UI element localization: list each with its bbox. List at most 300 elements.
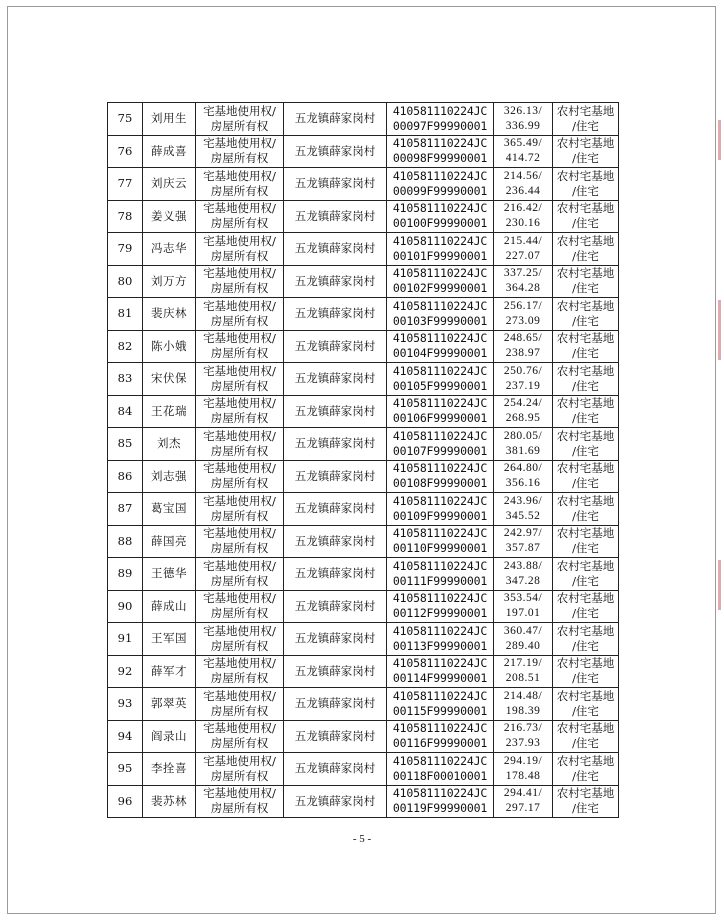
right-type-cell bbox=[196, 265, 284, 298]
row-number-cell: 78 bbox=[108, 200, 143, 233]
owner-name-cell: 李拴喜 bbox=[143, 753, 196, 786]
right-type-cell-line: 宅基地使用权/ bbox=[203, 721, 276, 736]
unit-code-cell-line: 00113F99990001 bbox=[392, 638, 488, 653]
location-cell: 五龙镇薛家岗村 bbox=[284, 753, 387, 786]
location-cell: 五龙镇薛家岗村 bbox=[284, 103, 387, 136]
right-type-cell-line: 宅基地使用权/ bbox=[203, 201, 276, 216]
right-type-cell-line: 宅基地使用权/ bbox=[203, 656, 276, 671]
right-type-cell-line: 宅基地使用权/ bbox=[203, 363, 276, 378]
land-use-cell-line: 农村宅基地 bbox=[556, 493, 615, 508]
area-cell-line: 360.47/ bbox=[503, 624, 543, 637]
right-type-cell bbox=[196, 298, 284, 331]
area-cell-line: 264.80/ bbox=[503, 462, 543, 475]
table-row bbox=[108, 103, 619, 136]
owner-name-cell: 姜义强 bbox=[143, 200, 196, 233]
unit-code-cell-line: 410581110224JC bbox=[392, 363, 488, 378]
land-use-cell-line: /住宅 bbox=[572, 638, 599, 653]
table-row bbox=[108, 655, 619, 688]
land-use-cell bbox=[553, 233, 619, 266]
area-cell bbox=[494, 103, 553, 136]
right-type-cell-line: 宅基地使用权/ bbox=[203, 558, 276, 573]
table-row bbox=[108, 395, 619, 428]
land-use-cell bbox=[553, 330, 619, 363]
land-use-cell-line: /住宅 bbox=[572, 281, 599, 296]
area-cell-line: 273.09 bbox=[505, 314, 541, 327]
area-cell-line: 280.05/ bbox=[503, 429, 543, 442]
unit-code-cell-line: 410581110224JC bbox=[392, 233, 488, 248]
unit-code-cell-line: 00118F00010001 bbox=[392, 768, 488, 783]
location-cell: 五龙镇薛家岗村 bbox=[284, 363, 387, 396]
right-type-cell-line: 房屋所有权 bbox=[210, 703, 269, 718]
land-use-cell-line: /住宅 bbox=[572, 183, 599, 198]
land-use-cell-line: 农村宅基地 bbox=[556, 461, 615, 476]
land-use-cell bbox=[553, 168, 619, 201]
scan-edge-mark bbox=[718, 560, 721, 610]
land-use-cell bbox=[553, 200, 619, 233]
right-type-cell-line: 宅基地使用权/ bbox=[203, 331, 276, 346]
land-use-cell-line: /住宅 bbox=[572, 768, 599, 783]
right-type-cell-line: 房屋所有权 bbox=[210, 476, 269, 491]
row-number-cell: 91 bbox=[108, 623, 143, 656]
land-use-cell-line: /住宅 bbox=[572, 118, 599, 133]
right-type-cell-line: 宅基地使用权/ bbox=[203, 753, 276, 768]
land-use-cell-line: 农村宅基地 bbox=[556, 688, 615, 703]
area-cell bbox=[494, 135, 553, 168]
unit-code-cell-line: 410581110224JC bbox=[392, 753, 488, 768]
row-number-cell: 76 bbox=[108, 135, 143, 168]
land-use-cell-line: 农村宅基地 bbox=[556, 136, 615, 151]
area-cell-line: 268.95 bbox=[505, 412, 541, 425]
right-type-cell-line: 宅基地使用权/ bbox=[203, 526, 276, 541]
right-type-cell bbox=[196, 493, 284, 526]
land-use-cell-line: /住宅 bbox=[572, 606, 599, 621]
right-type-cell bbox=[196, 330, 284, 363]
area-cell bbox=[494, 623, 553, 656]
owner-name-cell: 裴苏林 bbox=[143, 785, 196, 818]
row-number-cell: 92 bbox=[108, 655, 143, 688]
unit-code-cell-line: 00097F99990001 bbox=[392, 118, 488, 133]
unit-code-cell-line: 00103F99990001 bbox=[392, 313, 488, 328]
unit-code-cell bbox=[387, 298, 494, 331]
right-type-cell-line: 房屋所有权 bbox=[210, 281, 269, 296]
area-cell-line: 336.99 bbox=[505, 119, 541, 132]
row-number-cell: 81 bbox=[108, 298, 143, 331]
unit-code-cell-line: 00106F99990001 bbox=[392, 411, 488, 426]
area-cell-line: 242.97/ bbox=[503, 527, 543, 540]
unit-code-cell-line: 00110F99990001 bbox=[392, 541, 488, 556]
unit-code-cell-line: 410581110224JC bbox=[392, 623, 488, 638]
right-type-cell bbox=[196, 200, 284, 233]
owner-name-cell: 宋伏保 bbox=[143, 363, 196, 396]
area-cell-line: 236.44 bbox=[505, 184, 541, 197]
land-use-cell bbox=[553, 753, 619, 786]
land-use-cell-line: /住宅 bbox=[572, 346, 599, 361]
table-row bbox=[108, 785, 619, 818]
right-type-cell-line: 房屋所有权 bbox=[210, 443, 269, 458]
land-use-cell-line: 农村宅基地 bbox=[556, 526, 615, 541]
right-type-cell bbox=[196, 785, 284, 818]
land-use-cell bbox=[553, 265, 619, 298]
area-cell-line: 237.93 bbox=[505, 737, 541, 750]
land-use-cell-line: /住宅 bbox=[572, 216, 599, 231]
property-rights-table bbox=[107, 102, 619, 818]
land-use-cell-line: 农村宅基地 bbox=[556, 591, 615, 606]
unit-code-cell bbox=[387, 363, 494, 396]
land-use-cell bbox=[553, 493, 619, 526]
unit-code-cell-line: 00114F99990001 bbox=[392, 671, 488, 686]
area-cell-line: 238.97 bbox=[505, 347, 541, 360]
area-cell-line: 345.52 bbox=[505, 509, 541, 522]
area-cell bbox=[494, 688, 553, 721]
land-use-cell bbox=[553, 460, 619, 493]
owner-name-cell: 王德华 bbox=[143, 558, 196, 591]
area-cell bbox=[494, 233, 553, 266]
owner-name-cell: 刘志强 bbox=[143, 460, 196, 493]
right-type-cell bbox=[196, 525, 284, 558]
right-type-cell-line: 房屋所有权 bbox=[210, 606, 269, 621]
unit-code-cell bbox=[387, 623, 494, 656]
row-number-cell: 87 bbox=[108, 493, 143, 526]
row-number-cell: 96 bbox=[108, 785, 143, 818]
land-use-cell-line: /住宅 bbox=[572, 476, 599, 491]
land-use-cell-line: /住宅 bbox=[572, 573, 599, 588]
right-type-cell-line: 宅基地使用权/ bbox=[203, 298, 276, 313]
owner-name-cell: 刘用生 bbox=[143, 103, 196, 136]
right-type-cell-line: 房屋所有权 bbox=[210, 248, 269, 263]
right-type-cell bbox=[196, 688, 284, 721]
row-number-cell: 83 bbox=[108, 363, 143, 396]
location-cell: 五龙镇薛家岗村 bbox=[284, 135, 387, 168]
unit-code-cell bbox=[387, 330, 494, 363]
right-type-cell-line: 宅基地使用权/ bbox=[203, 688, 276, 703]
land-use-cell bbox=[553, 298, 619, 331]
unit-code-cell bbox=[387, 590, 494, 623]
land-use-cell bbox=[553, 428, 619, 461]
unit-code-cell bbox=[387, 655, 494, 688]
table-row bbox=[108, 135, 619, 168]
area-cell-line: 337.25/ bbox=[503, 267, 543, 280]
owner-name-cell: 刘杰 bbox=[143, 428, 196, 461]
land-use-cell-line: 农村宅基地 bbox=[556, 753, 615, 768]
unit-code-cell-line: 410581110224JC bbox=[392, 688, 488, 703]
area-cell-line: 178.48 bbox=[505, 769, 541, 782]
unit-code-cell bbox=[387, 103, 494, 136]
right-type-cell-line: 宅基地使用权/ bbox=[203, 428, 276, 443]
right-type-cell-line: 房屋所有权 bbox=[210, 541, 269, 556]
unit-code-cell-line: 410581110224JC bbox=[392, 656, 488, 671]
row-number-cell: 75 bbox=[108, 103, 143, 136]
land-use-cell-line: /住宅 bbox=[572, 801, 599, 816]
table-row bbox=[108, 298, 619, 331]
land-use-cell bbox=[553, 525, 619, 558]
right-type-cell bbox=[196, 363, 284, 396]
area-cell-line: 208.51 bbox=[505, 672, 541, 685]
land-use-cell-line: 农村宅基地 bbox=[556, 201, 615, 216]
area-cell-line: 364.28 bbox=[505, 282, 541, 295]
right-type-cell bbox=[196, 460, 284, 493]
right-type-cell bbox=[196, 168, 284, 201]
table-row bbox=[108, 493, 619, 526]
land-use-cell bbox=[553, 103, 619, 136]
unit-code-cell bbox=[387, 525, 494, 558]
unit-code-cell bbox=[387, 395, 494, 428]
location-cell: 五龙镇薛家岗村 bbox=[284, 460, 387, 493]
unit-code-cell bbox=[387, 558, 494, 591]
land-use-cell-line: /住宅 bbox=[572, 671, 599, 686]
location-cell: 五龙镇薛家岗村 bbox=[284, 493, 387, 526]
land-use-cell bbox=[553, 558, 619, 591]
area-cell-line: 254.24/ bbox=[503, 397, 543, 410]
unit-code-cell bbox=[387, 200, 494, 233]
row-number-cell: 88 bbox=[108, 525, 143, 558]
table-row bbox=[108, 428, 619, 461]
area-cell-line: 248.65/ bbox=[503, 332, 543, 345]
right-type-cell-line: 宅基地使用权/ bbox=[203, 786, 276, 801]
area-cell bbox=[494, 720, 553, 753]
unit-code-cell-line: 00112F99990001 bbox=[392, 606, 488, 621]
land-use-cell bbox=[553, 785, 619, 818]
unit-code-cell-line: 00102F99990001 bbox=[392, 281, 488, 296]
land-use-cell-line: 农村宅基地 bbox=[556, 298, 615, 313]
area-cell-line: 381.69 bbox=[505, 444, 541, 457]
land-use-cell bbox=[553, 363, 619, 396]
scan-edge-mark bbox=[718, 300, 721, 360]
row-number-cell: 85 bbox=[108, 428, 143, 461]
area-cell-line: 356.16 bbox=[505, 477, 541, 490]
area-cell-line: 297.17 bbox=[505, 802, 541, 815]
table-row bbox=[108, 200, 619, 233]
right-type-cell bbox=[196, 103, 284, 136]
scan-edge-mark bbox=[718, 120, 721, 160]
right-type-cell-line: 房屋所有权 bbox=[210, 346, 269, 361]
unit-code-cell-line: 00108F99990001 bbox=[392, 476, 488, 491]
location-cell: 五龙镇薛家岗村 bbox=[284, 590, 387, 623]
area-cell-line: 227.07 bbox=[505, 249, 541, 262]
unit-code-cell-line: 00109F99990001 bbox=[392, 508, 488, 523]
area-cell bbox=[494, 655, 553, 688]
area-cell-line: 256.17/ bbox=[503, 299, 543, 312]
right-type-cell bbox=[196, 720, 284, 753]
land-use-cell-line: /住宅 bbox=[572, 313, 599, 328]
right-type-cell-line: 宅基地使用权/ bbox=[203, 461, 276, 476]
land-use-cell-line: 农村宅基地 bbox=[556, 656, 615, 671]
unit-code-cell-line: 00099F99990001 bbox=[392, 183, 488, 198]
location-cell: 五龙镇薛家岗村 bbox=[284, 330, 387, 363]
right-type-cell-line: 宅基地使用权/ bbox=[203, 136, 276, 151]
table-row bbox=[108, 525, 619, 558]
table-row bbox=[108, 363, 619, 396]
right-type-cell-line: 房屋所有权 bbox=[210, 768, 269, 783]
unit-code-cell bbox=[387, 753, 494, 786]
area-cell-line: 217.19/ bbox=[503, 657, 543, 670]
area-cell bbox=[494, 298, 553, 331]
unit-code-cell bbox=[387, 493, 494, 526]
area-cell-line: 357.87 bbox=[505, 542, 541, 555]
row-number-cell: 95 bbox=[108, 753, 143, 786]
right-type-cell-line: 宅基地使用权/ bbox=[203, 396, 276, 411]
row-number-cell: 79 bbox=[108, 233, 143, 266]
land-use-cell bbox=[553, 395, 619, 428]
area-cell bbox=[494, 200, 553, 233]
area-cell-line: 347.28 bbox=[505, 574, 541, 587]
land-use-cell-line: /住宅 bbox=[572, 508, 599, 523]
unit-code-cell-line: 410581110224JC bbox=[392, 396, 488, 411]
right-type-cell-line: 房屋所有权 bbox=[210, 378, 269, 393]
owner-name-cell: 王花瑞 bbox=[143, 395, 196, 428]
unit-code-cell-line: 00098F99990001 bbox=[392, 151, 488, 166]
page-number: - 5 - bbox=[352, 833, 372, 845]
row-number-cell: 93 bbox=[108, 688, 143, 721]
owner-name-cell: 薛军才 bbox=[143, 655, 196, 688]
location-cell: 五龙镇薛家岗村 bbox=[284, 720, 387, 753]
owner-name-cell: 郭翠英 bbox=[143, 688, 196, 721]
area-cell-line: 250.76/ bbox=[503, 364, 543, 377]
land-use-cell-line: 农村宅基地 bbox=[556, 428, 615, 443]
owner-name-cell: 薛成喜 bbox=[143, 135, 196, 168]
owner-name-cell: 陈小娥 bbox=[143, 330, 196, 363]
land-use-cell-line: 农村宅基地 bbox=[556, 363, 615, 378]
area-cell bbox=[494, 785, 553, 818]
right-type-cell-line: 房屋所有权 bbox=[210, 638, 269, 653]
area-cell-line: 414.72 bbox=[505, 152, 541, 165]
right-type-cell-line: 宅基地使用权/ bbox=[203, 591, 276, 606]
area-cell-line: 294.41/ bbox=[503, 787, 543, 800]
right-type-cell-line: 房屋所有权 bbox=[210, 736, 269, 751]
area-cell-line: 326.13/ bbox=[503, 104, 543, 117]
unit-code-cell-line: 410581110224JC bbox=[392, 136, 488, 151]
location-cell: 五龙镇薛家岗村 bbox=[284, 265, 387, 298]
area-cell-line: 197.01 bbox=[505, 607, 541, 620]
land-use-cell-line: 农村宅基地 bbox=[556, 168, 615, 183]
right-type-cell bbox=[196, 428, 284, 461]
location-cell: 五龙镇薛家岗村 bbox=[284, 233, 387, 266]
area-cell-line: 353.54/ bbox=[503, 592, 543, 605]
row-number-cell: 80 bbox=[108, 265, 143, 298]
unit-code-cell-line: 410581110224JC bbox=[392, 591, 488, 606]
unit-code-cell bbox=[387, 688, 494, 721]
unit-code-cell-line: 00105F99990001 bbox=[392, 378, 488, 393]
right-type-cell-line: 房屋所有权 bbox=[210, 183, 269, 198]
owner-name-cell: 薛国亮 bbox=[143, 525, 196, 558]
unit-code-cell bbox=[387, 785, 494, 818]
right-type-cell-line: 房屋所有权 bbox=[210, 573, 269, 588]
unit-code-cell bbox=[387, 265, 494, 298]
table-row bbox=[108, 688, 619, 721]
area-cell bbox=[494, 590, 553, 623]
unit-code-cell-line: 00116F99990001 bbox=[392, 736, 488, 751]
area-cell bbox=[494, 493, 553, 526]
area-cell-line: 215.44/ bbox=[503, 234, 543, 247]
area-cell bbox=[494, 363, 553, 396]
land-use-cell-line: 农村宅基地 bbox=[556, 623, 615, 638]
location-cell: 五龙镇薛家岗村 bbox=[284, 655, 387, 688]
area-cell bbox=[494, 330, 553, 363]
location-cell: 五龙镇薛家岗村 bbox=[284, 428, 387, 461]
land-use-cell-line: /住宅 bbox=[572, 378, 599, 393]
area-cell-line: 230.16 bbox=[505, 217, 541, 230]
right-type-cell-line: 宅基地使用权/ bbox=[203, 623, 276, 638]
unit-code-cell-line: 410581110224JC bbox=[392, 428, 488, 443]
location-cell: 五龙镇薛家岗村 bbox=[284, 298, 387, 331]
unit-code-cell-line: 00100F99990001 bbox=[392, 216, 488, 231]
unit-code-cell bbox=[387, 720, 494, 753]
table-body bbox=[108, 103, 619, 818]
location-cell: 五龙镇薛家岗村 bbox=[284, 200, 387, 233]
row-number-cell: 77 bbox=[108, 168, 143, 201]
area-cell-line: 289.40 bbox=[505, 639, 541, 652]
area-cell bbox=[494, 558, 553, 591]
land-use-cell-line: /住宅 bbox=[572, 736, 599, 751]
row-number-cell: 94 bbox=[108, 720, 143, 753]
unit-code-cell-line: 410581110224JC bbox=[392, 721, 488, 736]
land-use-cell-line: /住宅 bbox=[572, 703, 599, 718]
unit-code-cell bbox=[387, 233, 494, 266]
area-cell-line: 214.56/ bbox=[503, 169, 543, 182]
right-type-cell-line: 宅基地使用权/ bbox=[203, 168, 276, 183]
unit-code-cell-line: 410581110224JC bbox=[392, 526, 488, 541]
area-cell bbox=[494, 395, 553, 428]
land-use-cell bbox=[553, 135, 619, 168]
right-type-cell bbox=[196, 558, 284, 591]
unit-code-cell bbox=[387, 135, 494, 168]
area-cell-line: 243.88/ bbox=[503, 559, 543, 572]
unit-code-cell bbox=[387, 460, 494, 493]
unit-code-cell-line: 410581110224JC bbox=[392, 786, 488, 801]
table-row bbox=[108, 753, 619, 786]
right-type-cell-line: 房屋所有权 bbox=[210, 118, 269, 133]
area-cell bbox=[494, 753, 553, 786]
unit-code-cell-line: 00104F99990001 bbox=[392, 346, 488, 361]
land-use-cell bbox=[553, 590, 619, 623]
unit-code-cell-line: 00111F99990001 bbox=[392, 573, 488, 588]
land-use-cell-line: 农村宅基地 bbox=[556, 558, 615, 573]
table-row bbox=[108, 558, 619, 591]
right-type-cell bbox=[196, 753, 284, 786]
area-cell-line: 216.42/ bbox=[503, 202, 543, 215]
location-cell: 五龙镇薛家岗村 bbox=[284, 168, 387, 201]
area-cell bbox=[494, 168, 553, 201]
right-type-cell bbox=[196, 623, 284, 656]
table-row bbox=[108, 265, 619, 298]
area-cell bbox=[494, 265, 553, 298]
owner-name-cell: 冯志华 bbox=[143, 233, 196, 266]
location-cell: 五龙镇薛家岗村 bbox=[284, 558, 387, 591]
area-cell-line: 294.19/ bbox=[503, 754, 543, 767]
unit-code-cell bbox=[387, 428, 494, 461]
land-use-cell bbox=[553, 688, 619, 721]
right-type-cell-line: 宅基地使用权/ bbox=[203, 233, 276, 248]
area-cell bbox=[494, 460, 553, 493]
unit-code-cell-line: 410581110224JC bbox=[392, 558, 488, 573]
owner-name-cell: 阎录山 bbox=[143, 720, 196, 753]
table-row bbox=[108, 330, 619, 363]
owner-name-cell: 刘万方 bbox=[143, 265, 196, 298]
location-cell: 五龙镇薛家岗村 bbox=[284, 525, 387, 558]
right-type-cell-line: 房屋所有权 bbox=[210, 671, 269, 686]
table-row bbox=[108, 168, 619, 201]
unit-code-cell-line: 410581110224JC bbox=[392, 493, 488, 508]
unit-code-cell-line: 410581110224JC bbox=[392, 461, 488, 476]
table-row bbox=[108, 720, 619, 753]
unit-code-cell-line: 00107F99990001 bbox=[392, 443, 488, 458]
right-type-cell bbox=[196, 135, 284, 168]
land-use-cell bbox=[553, 720, 619, 753]
right-type-cell-line: 房屋所有权 bbox=[210, 508, 269, 523]
owner-name-cell: 裴庆林 bbox=[143, 298, 196, 331]
land-use-cell-line: 农村宅基地 bbox=[556, 331, 615, 346]
area-cell-line: 198.39 bbox=[505, 704, 541, 717]
land-use-cell-line: 农村宅基地 bbox=[556, 396, 615, 411]
